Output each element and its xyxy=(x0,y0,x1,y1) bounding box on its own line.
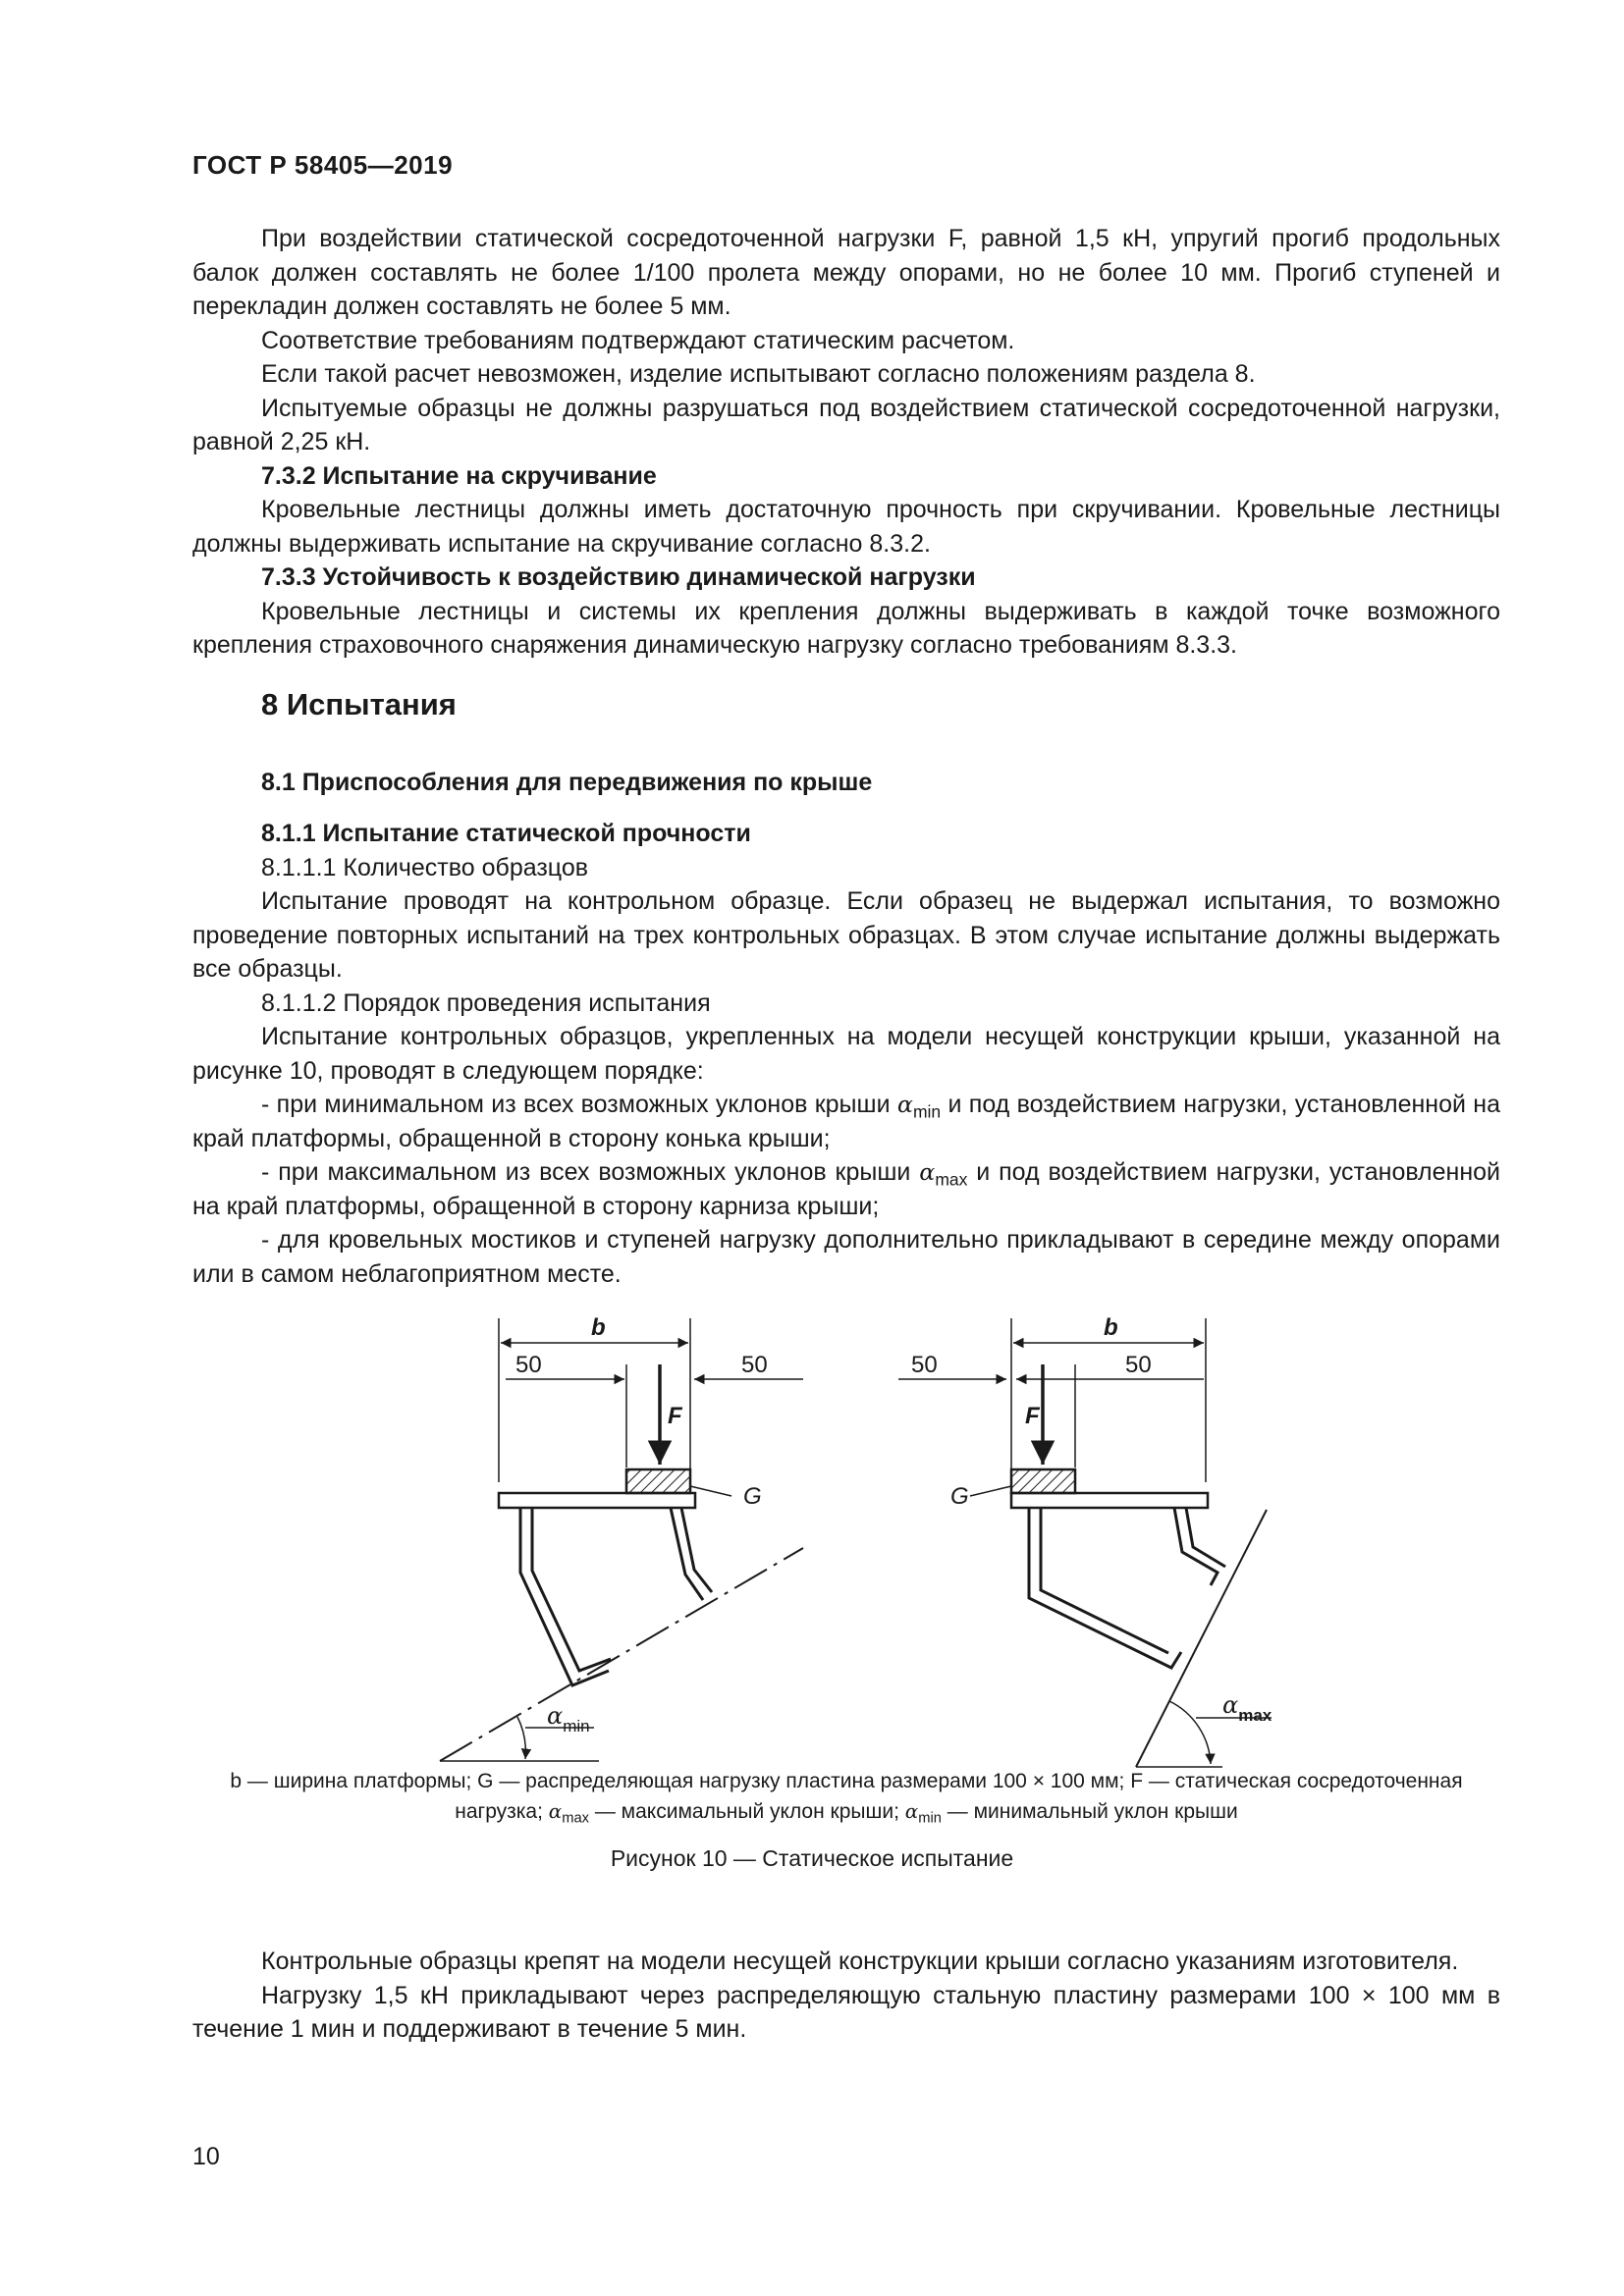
paragraph: При воздействии статической сосредоточенной нагрузки F, равной 1,5 кН, упругий прогиб продольных балок должен составлять не более 1/100 пролета между опорами, но не более 10 мм. Прогиб ступеней и перекладин должен составлять не более 5 мм. xyxy=(192,225,1500,320)
section-heading-8: 8 Испытания xyxy=(261,687,457,721)
label-f-left: F xyxy=(668,1403,682,1429)
subsection-heading-8-1: 8.1 Приспособления для передвижения по крыше xyxy=(261,769,873,796)
label-50-right-a: 50 xyxy=(911,1352,938,1378)
paragraph: Испытуемые образцы не должны разрушаться под воздействием статической сосредоточенной нагрузки, равной 2,25 кН. xyxy=(192,394,1500,455)
label-b-right: b xyxy=(1104,1314,1118,1341)
page-number: 10 xyxy=(192,2143,220,2170)
paragraph: Испытание проводят на контрольном образце. Если образец не выдержал испытания, то возможно проведение повторных испытаний на трех контрольных образцах. В этом случае испытание должны выдержать все образцы. xyxy=(192,887,1500,983)
label-b-left: b xyxy=(591,1314,606,1341)
document-header: ГОСТ Р 58405—2019 xyxy=(192,150,454,180)
paragraph: 8.1.1.1 Количество образцов xyxy=(261,853,589,881)
figure-legend: b — ширина платформы; G — распределяющая нагрузку пластина размерами 100 × 100 мм; F — статическая сосредоточенная нагрузка; $\alpha_{max}$ — максимальный уклон крыши; $\alpha_{min}$ — минимальный уклон крыши xyxy=(230,1770,1463,1827)
paragraph: Соответствие требованиям подтверждают статическим расчетом. xyxy=(261,326,1015,354)
label-g-right: G xyxy=(950,1483,969,1510)
paragraph: Кровельные лестницы и системы их крепления должны выдерживать в каждой точке возможного крепления страховочного снаряжения динамическую нагрузку согласно требованиям 8.3.3. xyxy=(192,597,1500,659)
paragraph: Испытание контрольных образцов, укрепленных на модели несущей конструкции крыши, указанной на рисунке 10, проводят в следующем порядке: xyxy=(192,1023,1500,1085)
label-g-left: G xyxy=(743,1483,762,1510)
left-figure-min-slope xyxy=(440,1318,803,1761)
label-50-left-b: 50 xyxy=(741,1352,768,1378)
label-50-right-b: 50 xyxy=(1125,1352,1152,1378)
subsection-heading-8-1-1: 8.1.1 Испытание статической прочности xyxy=(261,820,751,847)
list-item: - при минимальном из всех возможных уклонов крыши $\alpha_{min}$ и под воздействием нагрузки, установленной на край платформы, обращенной в сторону конька крыши; xyxy=(192,1091,1501,1152)
paragraph: Если такой расчет невозможен, изделие испытывают согласно положениям раздела 8. xyxy=(261,360,1256,388)
paragraph: Контрольные образцы крепят на модели несущей конструкции крыши согласно указаниям изготовителя. xyxy=(261,1948,1459,1975)
figure-title: Рисунок 10 — Статическое испытание xyxy=(610,1845,1014,1871)
list-item: - для кровельных мостиков и ступеней нагрузку дополнительно прикладывают в середине между опорами или в самом неблагоприятном месте. xyxy=(192,1226,1500,1288)
subsection-heading-7-3-3: 7.3.3 Устойчивость к воздействию динамической нагрузки xyxy=(261,563,976,591)
paragraph: Кровельные лестницы должны иметь достаточную прочность при скручивании. Кровельные лестницы должны выдерживать испытание на скручивание согласно 8.3.2. xyxy=(192,496,1500,558)
right-figure-max-slope xyxy=(898,1318,1272,1767)
closing-text xyxy=(192,1945,1500,2047)
subsection-heading-7-3-2: 7.3.2 Испытание на скручивание xyxy=(261,461,657,490)
label-alpha-max: $\alpha_{max}$ xyxy=(1222,1691,1272,1725)
label-f-right: F xyxy=(1025,1403,1040,1429)
paragraph: 8.1.1.2 Порядок проведения испытания xyxy=(261,988,711,1017)
label-alpha-min: $\alpha_{min}$ xyxy=(547,1702,590,1735)
label-50-left-a: 50 xyxy=(515,1352,542,1378)
paragraph: Нагрузку 1,5 кН прикладывают через распределяющую стальную пластину размерами 100 × 100 мм в течение 1 мин и поддерживают в течение 5 мин. xyxy=(192,1981,1500,2043)
list-item: - при максимальном из всех возможных уклонов крыши $\alpha_{max}$ и под воздействием нагрузки, установленной на край платформы, обращенной в сторону карниза крыши; xyxy=(192,1158,1501,1220)
